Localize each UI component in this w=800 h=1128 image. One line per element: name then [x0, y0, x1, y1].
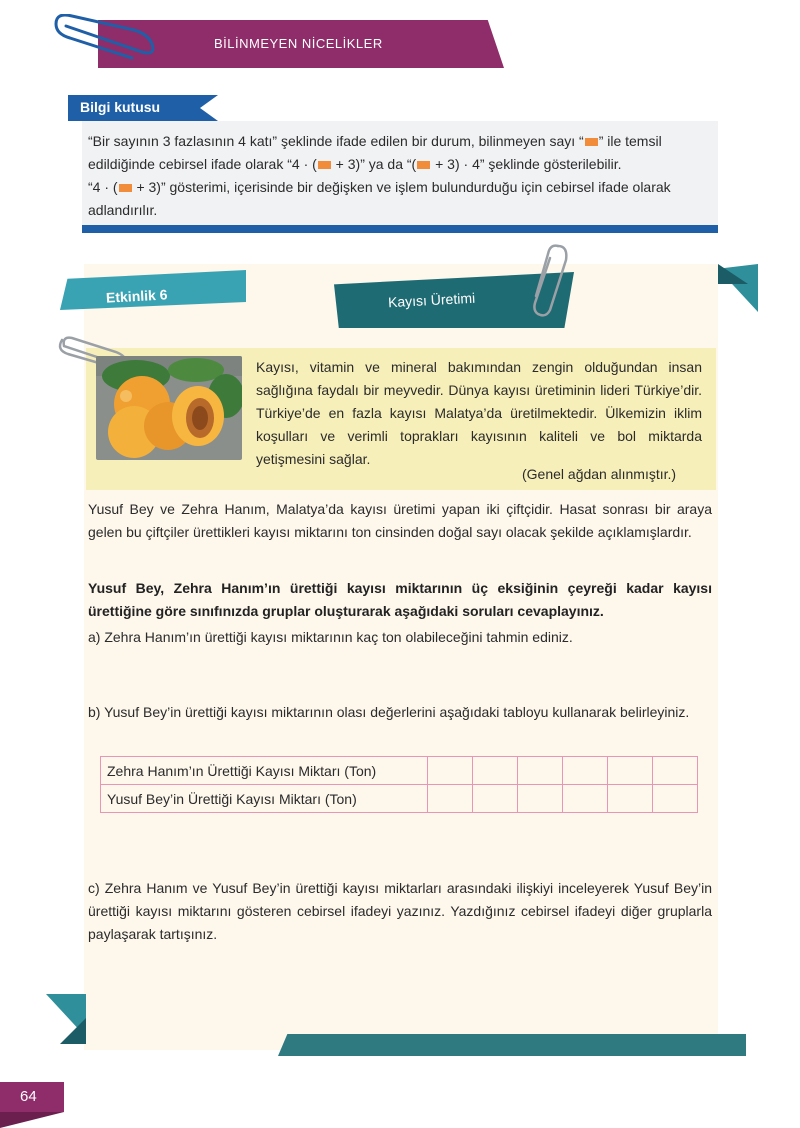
table-cell[interactable] [428, 785, 473, 813]
info-box-rule [82, 225, 718, 233]
task-paragraph: Yusuf Bey, Zehra Hanım’ın ürettiği kayısı miktarının üç eksiğinin çeyreği kadar kayısı ürettiğine göre sınıfınızda gruplar oluşturarak aşağıdaki soruları cevaplayınız. [88, 580, 712, 619]
table-cell[interactable] [653, 785, 698, 813]
corner-decoration [0, 1112, 64, 1128]
table-cell[interactable] [608, 785, 653, 813]
question-c: c) Zehra Hanım ve Yusuf Bey’in ürettiği kayısı miktarları arasındaki ilişkiyi inceleyerek Yusuf Bey’in ürettiği kayısı miktarını gösteren cebirsel ifadeyi yazınız. Yazdığınız cebirsel ifadeyi diğer gruplarla paylaşarak tartışınız. [88, 880, 712, 942]
table-cell[interactable] [473, 757, 518, 785]
table-row [101, 785, 698, 813]
paperclip-icon [528, 240, 572, 320]
table-row-label: Yusuf Bey’in Ürettiği Kayısı Miktarı (Ton) [101, 785, 428, 813]
table-cell[interactable] [563, 785, 608, 813]
page-number: 64 [20, 1088, 37, 1105]
table-cell[interactable] [518, 785, 563, 813]
table-cell[interactable] [563, 757, 608, 785]
production-table [100, 756, 698, 813]
placeholder-box-icon [318, 161, 331, 169]
table-cell[interactable] [653, 757, 698, 785]
activity-title: Kayısı Üretimi [387, 289, 476, 311]
table-cell[interactable] [518, 757, 563, 785]
question-a: a) Zehra Hanım’ın ürettiği kayısı miktarının kaç ton olabileceğini tahmin ediniz. [88, 629, 573, 645]
apricot-photo [96, 356, 242, 460]
info-text: “Bir sayının 3 fazlasının 4 katı” şeklinde ifade edilen bir durum, bilinmeyen sayı “ ” ile temsil edildiğinde cebirsel ifade olarak “4 · ( + 3)” ya da “( + 3) · 4” şeklinde gösterilebilir. “4 · ( + 3)” gösterimi, içerisinde bir değişken ve işlem bulundurduğu için cebirsel ifade olarak adlandırılır. [88, 133, 671, 218]
question-b: b) Yusuf Bey’in ürettiği kayısı miktarının olası değerlerini aşağıdaki tabloyu kullanarak belirleyiniz. [88, 704, 690, 720]
table-row [101, 757, 698, 785]
bottom-bar [278, 1034, 746, 1056]
table-row-label: Zehra Hanım’ın Ürettiği Kayısı Miktarı (Ton) [101, 757, 428, 785]
fact-source: (Genel ağdan alınmıştır.) [522, 466, 677, 482]
placeholder-box-icon [417, 161, 430, 169]
placeholder-box-icon [119, 184, 132, 192]
fact-text: Kayısı, vitamin ve mineral bakımından zengin olduğundan insan sağlığına faydalı bir meyvedir. Dünya kayısı üretiminin lideri Türkiye’dir. Türkiye’de en fazla kayısı Malatya’da üretilmektedir. Ülkemizin iklim koşulları ve verimli toprakları kayısının kaliteli ve bol miktarda yetişmesini sağlar. [256, 359, 702, 467]
table-cell[interactable] [473, 785, 518, 813]
info-tag-label: Bilgi kutusu [80, 99, 161, 115]
intro-paragraph: Yusuf Bey ve Zehra Hanım, Malatya’da kayısı üretimi yapan iki çiftçidir. Hasat sonrası bir araya gelen bu çiftçiler ürettikleri kayısı miktarını ton cinsinden doğal sayı olacak şekilde açıklamışlardır. [88, 501, 712, 540]
chapter-title: BİLİNMEYEN NİCELİKLER [214, 36, 383, 51]
table-cell[interactable] [428, 757, 473, 785]
table-cell[interactable] [608, 757, 653, 785]
paperclip-icon [52, 14, 162, 64]
activity-label: Etkinlik 6 [105, 286, 168, 306]
placeholder-box-icon [585, 138, 598, 146]
